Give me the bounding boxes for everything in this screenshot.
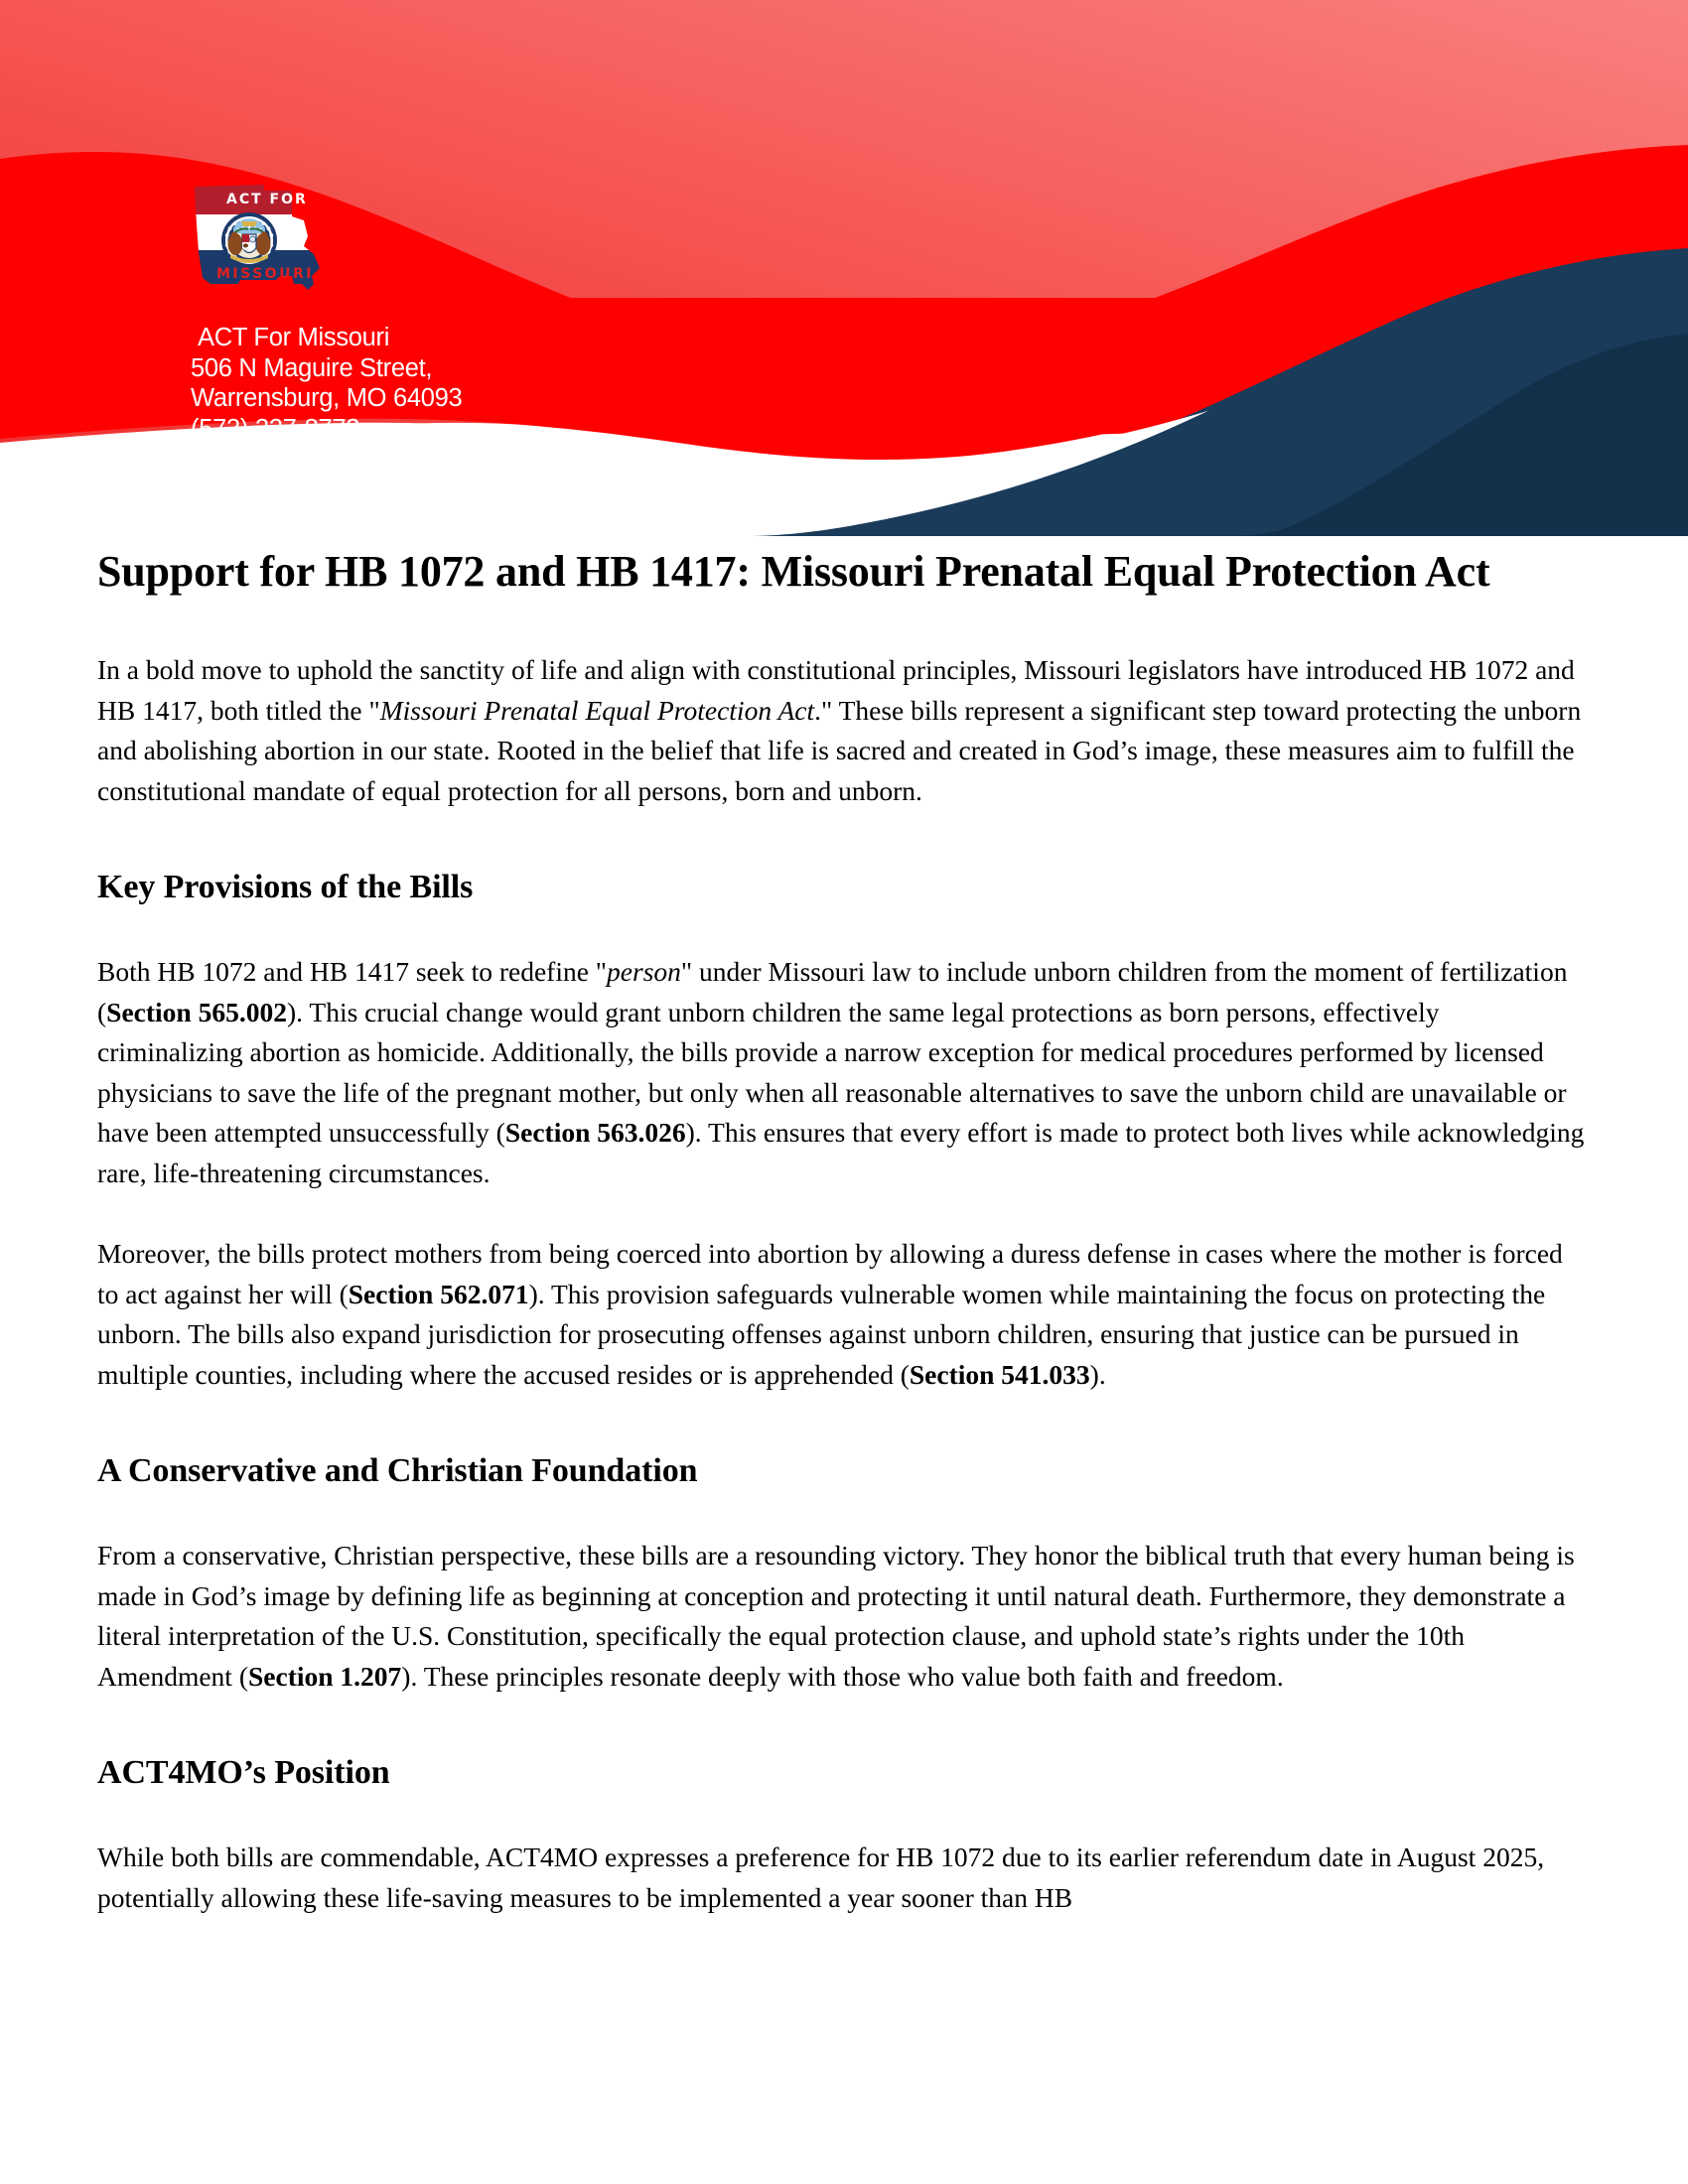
spacer — [97, 908, 1589, 952]
section-heading-act4mo-position: ACT4MO’s Position — [97, 1754, 390, 1791]
intro-italic-act-title: Missouri Prenatal Equal Protection Act — [379, 694, 815, 726]
contact-city-state: Warrensburg, MO 64093 — [191, 384, 463, 412]
kp1-part1: Both HB 1072 and HB 1417 seek to redefine " — [97, 956, 608, 987]
missouri-state-seal-icon — [221, 212, 277, 268]
kp2-part2: ). This provision safeguards vulnerable women while maintaining the focus on protecting the unborn. The bills also expand jurisdiction for prosecuting offenses against unborn children, ensuring that justice can be pursued in multiple counties, including where the accused resides or is apprehended ( — [97, 1278, 1546, 1390]
spacer — [97, 1193, 1589, 1234]
key-provisions-paragraph-1 — [97, 952, 1589, 1193]
logo-act-for-text: ACT FOR — [226, 192, 308, 207]
cf-bold-section-1207: Section 1.207 — [247, 1660, 402, 1692]
page-title: Support for HB 1072 and HB 1417: Missouri Prenatal Equal Protection Act — [97, 547, 1490, 596]
document-body — [97, 544, 1589, 1918]
contact-email[interactable]: info@act4mo.org — [191, 445, 380, 473]
conservative-foundation-paragraph — [97, 1536, 1589, 1697]
spacer — [97, 599, 1589, 650]
kp2-bold-section-562: Section 562.071 — [348, 1278, 529, 1309]
spacer — [97, 1794, 1589, 1838]
kp1-bold-section-565: Section 565.002 — [106, 996, 287, 1027]
intro-text-part1: In a bold move to uphold the sanctity of life and align with constitutional principles, Missouri legislators have introduced HB 1072 and HB 1417, both titled the " — [97, 654, 1575, 726]
kp1-part4: ). This ensures that every effort is made to protect both lives while acknowledging rare, life-threatening circumstances. — [97, 1117, 1585, 1188]
spacer — [97, 1492, 1589, 1536]
missouri-state-logo-icon — [181, 181, 340, 302]
cf-part1: From a conservative, Christian perspective, these bills are a resounding victory. They honor the biblical truth that every human being is made in God’s image by defining life as beginning at conception and protecting it until natural death. Furthermore, they demonstrate a literal interpretation of the U.S. Constitution, specifically the equal protection clause, and uphold state’s rights under the 10th Amendment ( — [97, 1540, 1575, 1692]
kp1-bold-section-563: Section 563.026 — [504, 1117, 686, 1148]
intro-text-part2: ." These bills represent a significant step toward protecting the unborn and abolishing abortion in our state. Rooted in the belief that life is sacred and created in God’s image, these measures aim to fulfill the constitutional mandate of equal protection for all persons, born and unborn. — [97, 694, 1582, 806]
spacer — [97, 1395, 1589, 1450]
act-for-missouri-logo — [181, 181, 340, 302]
spacer — [97, 811, 1589, 867]
kp2-part3: ). — [1089, 1358, 1106, 1390]
contact-info-block — [191, 323, 462, 504]
contact-website[interactable]: www.act4mo.org — [191, 475, 374, 503]
kp1-part2: " under Missouri law to include unborn children from the moment of fertilization ( — [97, 956, 1568, 1027]
logo-missouri-text: MISSOURI — [216, 266, 314, 282]
kp1-italic-person: person — [607, 956, 681, 987]
section-heading-key-provisions: Key Provisions of the Bills — [97, 869, 474, 905]
contact-street: 506 N Maguire Street, — [191, 353, 433, 382]
kp2-bold-section-541: Section 541.033 — [909, 1358, 1090, 1390]
key-provisions-paragraph-2 — [97, 1234, 1589, 1395]
contact-org-name: ACT For Missouri — [198, 324, 390, 351]
intro-paragraph — [97, 650, 1589, 811]
kp1-part3: ). This crucial change would grant unborn children the same legal protections as born persons, effectively criminalizing abortion as homicide. Additionally, the bills provide a narrow exception for medical procedures performed by licensed physicians to save the life of the pregnant mother, but only when all reasonable alternatives to save the unborn child are unavailable or have been attempted unsuccessfully ( — [97, 996, 1567, 1148]
contact-phone[interactable]: (573) 227-8772 — [191, 414, 360, 443]
act4mo-position-paragraph: While both bills are commendable, ACT4MO expresses a preference for HB 1072 due to its earlier referendum date in August 2025, potentially allowing these life-saving measures to be implemented a year sooner than HB — [97, 1842, 1545, 1913]
kp2-part1: Moreover, the bills protect mothers from being coerced into abortion by allowing a duress defense in cases where the mother is forced to act against her will ( — [97, 1238, 1563, 1309]
spacer — [97, 1697, 1589, 1752]
section-heading-conservative-foundation: A Conservative and Christian Foundation — [97, 1452, 698, 1489]
cf-part2: ). These principles resonate deeply with those who value both faith and freedom. — [401, 1660, 1284, 1692]
